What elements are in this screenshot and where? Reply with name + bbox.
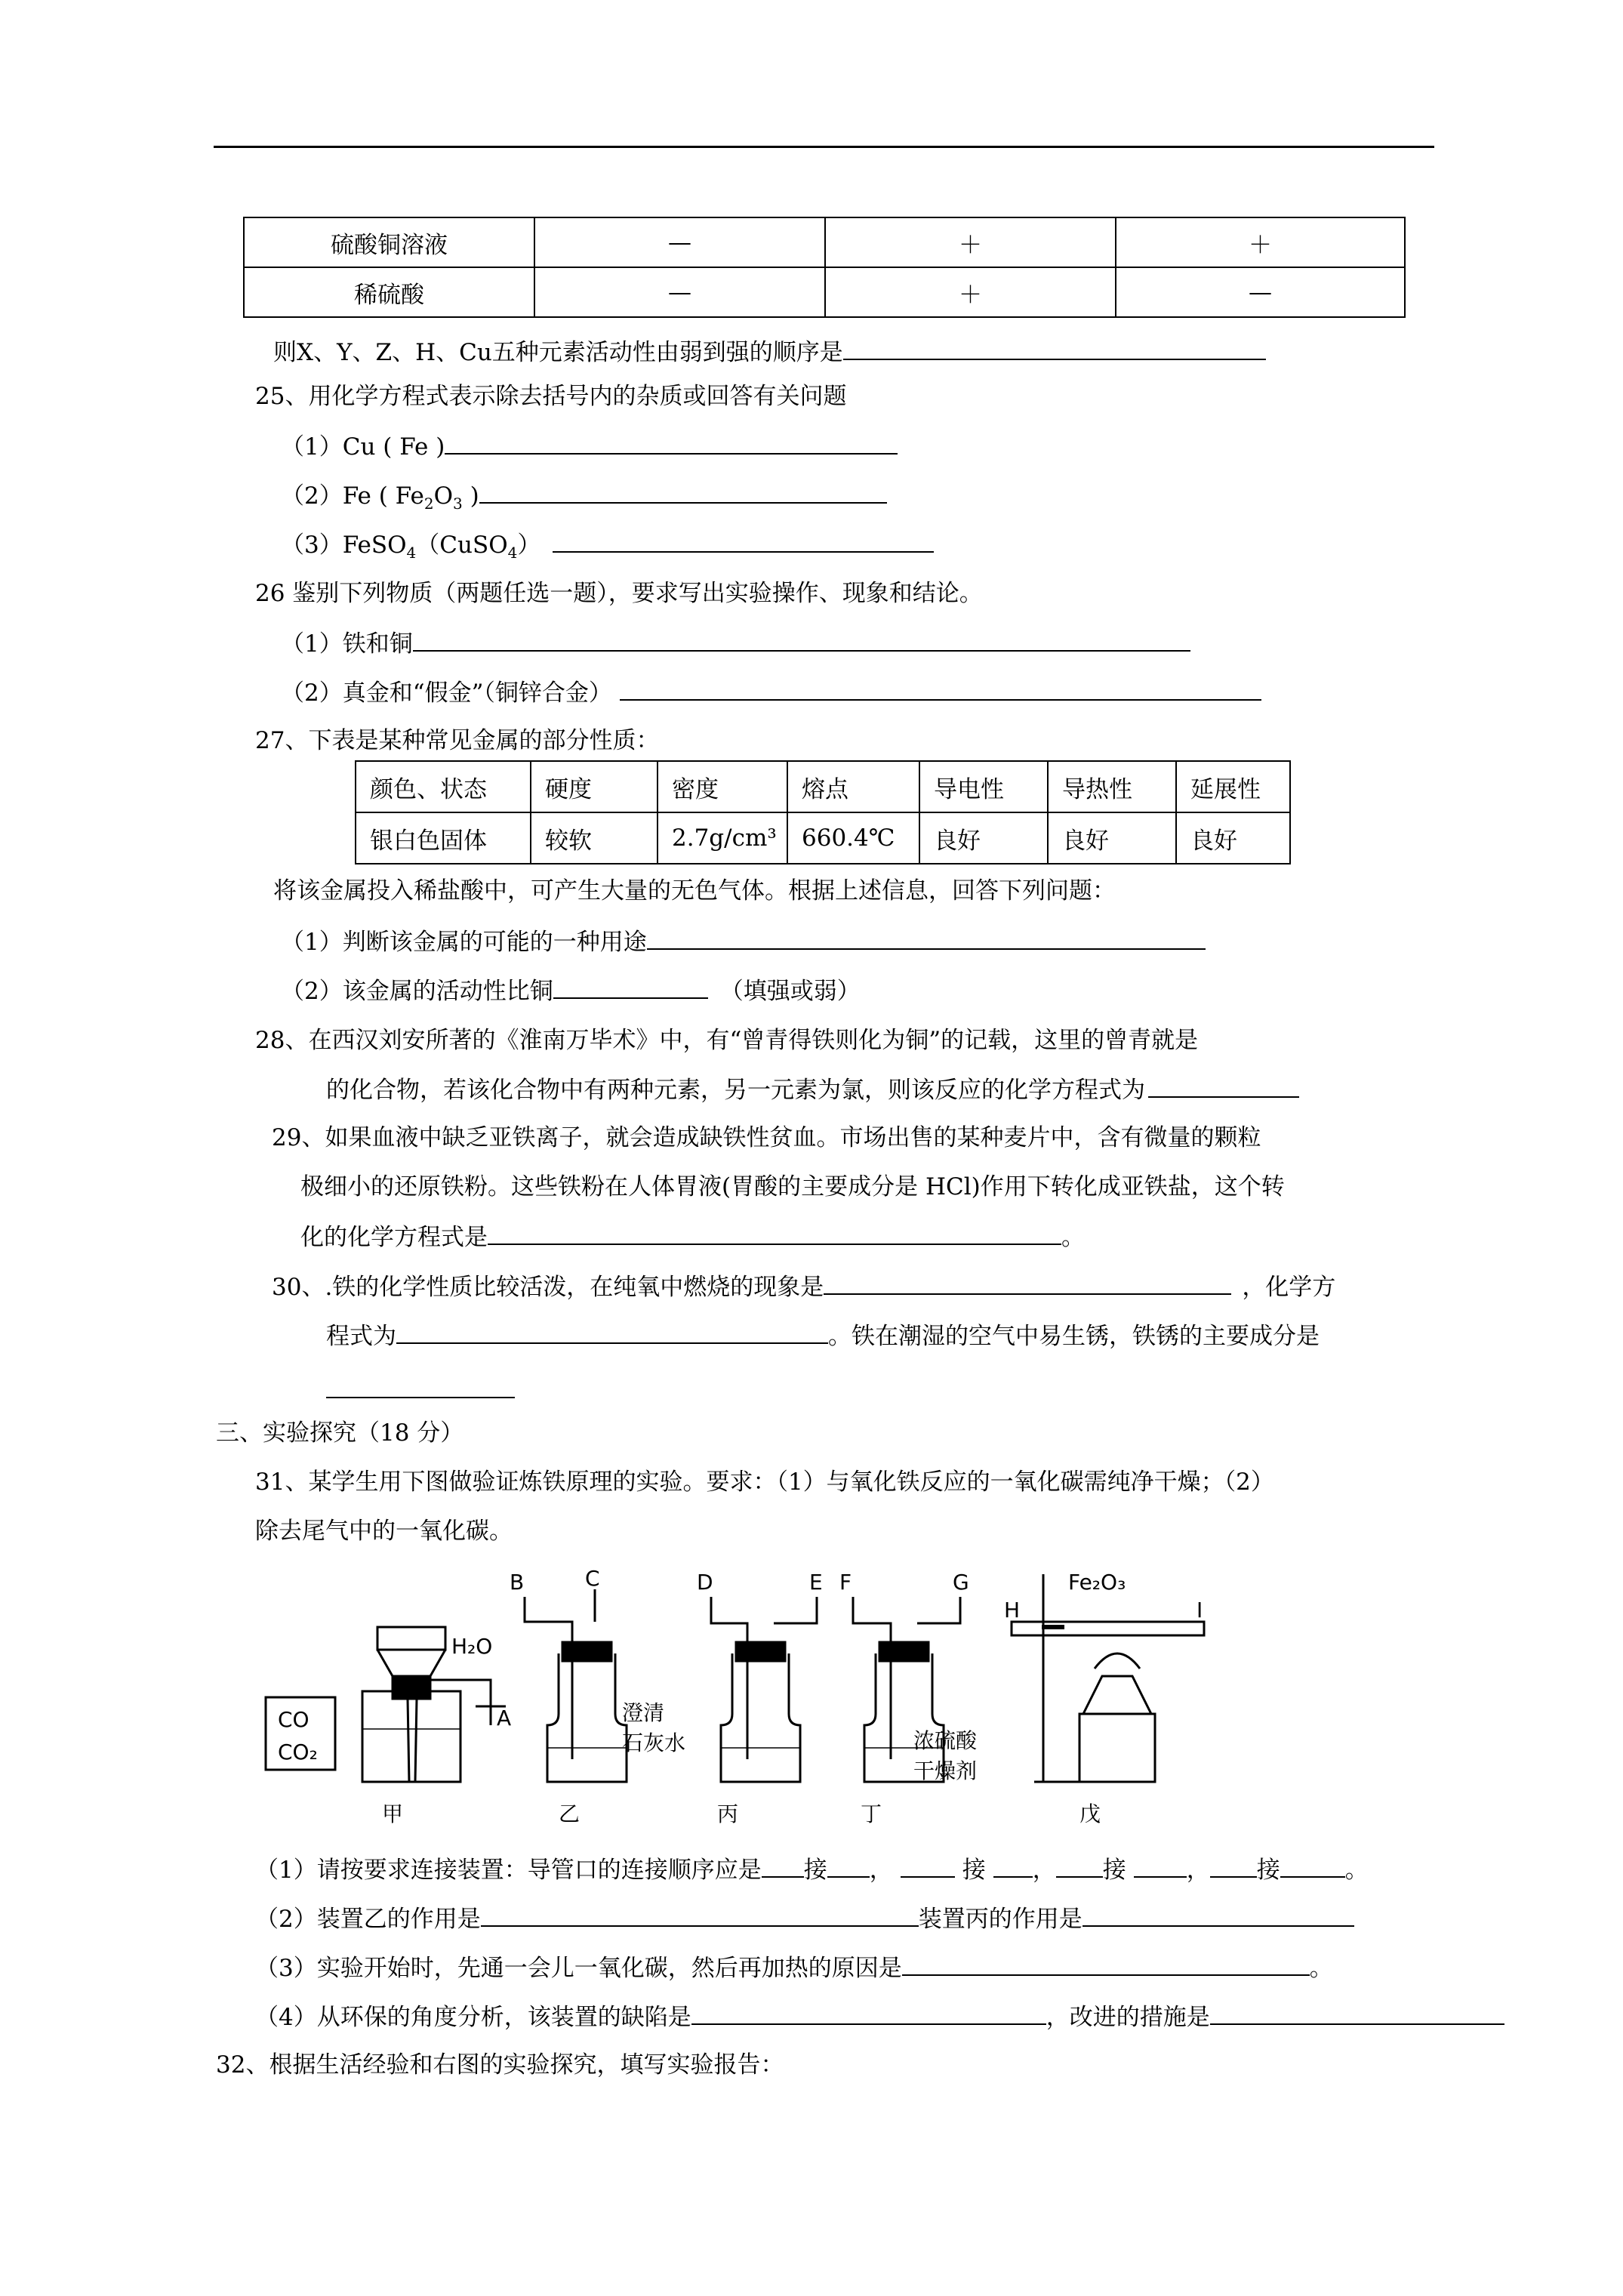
diagram-label: CO: [278, 1707, 310, 1732]
section-3-title: 三、实验探究（18 分）: [216, 1419, 464, 1447]
answer-blank[interactable]: [901, 1854, 955, 1878]
question-27-part-1: （1）判断该金属的可能的一种用途: [281, 926, 1206, 957]
reaction-table: [243, 217, 1406, 318]
question-25-part-1: （1）Cu ( Fe ): [281, 430, 898, 462]
table-row: [244, 267, 1405, 317]
diagram-label: G: [953, 1570, 969, 1595]
reaction-tube: [1012, 1622, 1204, 1635]
answer-blank[interactable]: [691, 2001, 1046, 2025]
table-cell: 良好: [919, 812, 1048, 864]
question-30-line-2: 程式为 。铁在潮湿的空气中易生锈，铁锈的主要成分是: [326, 1320, 1320, 1351]
question-26-part-1: （1）铁和铜: [281, 627, 1190, 659]
question-26-title: 26 鉴别下列物质（两题任选一题），要求写出实验操作、现象和结论。: [255, 580, 983, 607]
diagram-label: F: [839, 1570, 852, 1595]
question-27-after: 将该金属投入稀盐酸中，可产生大量的无色气体。根据上述信息，回答下列问题：: [273, 877, 1116, 905]
table-cell: —: [1116, 267, 1405, 317]
table-header: 颜色、状态: [356, 761, 531, 812]
table-cell: 660.4℃: [787, 812, 919, 864]
question-29-line-1: 29、如果血液中缺乏亚铁离子，就会造成缺铁性贫血。市场出售的某种麦片中，含有微量的颗粒: [272, 1124, 1261, 1151]
table-header: 硬度: [531, 761, 658, 812]
table-cell: 良好: [1048, 812, 1176, 864]
answer-blank[interactable]: [620, 676, 1261, 701]
table-header: 延展性: [1176, 761, 1290, 812]
question-30-line-1: 30、.铁的化学性质比较活泼，在纯氧中燃烧的现象是 ，化学方: [272, 1271, 1335, 1302]
answer-blank[interactable]: [993, 1854, 1033, 1878]
question-31-line-1: 31、某学生用下图做验证炼铁原理的实验。要求：（1）与氧化铁反应的一氧化碳需纯净干燥；（2）: [255, 1469, 1274, 1496]
table-cell: 银白色固体: [356, 812, 531, 864]
answer-blank[interactable]: [445, 430, 898, 455]
table-cell: 2.7g/cm³: [658, 812, 787, 864]
table-cell: 较软: [531, 812, 658, 864]
stopper: [393, 1676, 430, 1699]
answer-blank[interactable]: [1210, 1854, 1257, 1878]
question-29-line-3: 化的化学方程式是 。: [300, 1221, 1085, 1253]
question-31-part-2: （2）装置乙的作用是 装置丙的作用是: [255, 1903, 1354, 1934]
diagram-label: A: [497, 1706, 512, 1730]
diagram-label: 丙: [717, 1801, 739, 1826]
answer-blank[interactable]: [647, 926, 1206, 950]
diagram-label: 浓硫酸: [913, 1728, 978, 1753]
answer-blank[interactable]: [827, 1854, 870, 1878]
table-cell: —: [534, 267, 825, 317]
question-25-title: 25、用化学方程式表示除去括号内的杂质或回答有关问题: [255, 383, 847, 410]
question-26-part-2: （2）真金和“假金”（铜锌合金）: [281, 676, 1261, 708]
answer-blank[interactable]: [488, 1221, 1061, 1245]
diagram-label: B: [510, 1570, 525, 1595]
question-32-title: 32、根据生活经验和右图的实验探究，填写实验报告：: [216, 2051, 784, 2079]
answer-blank[interactable]: [1083, 1903, 1354, 1927]
answer-blank[interactable]: [481, 1903, 919, 1927]
question-24-tail: 则X、Y、Z、H、Cu五种元素活动性由弱到强的顺序是: [273, 336, 1266, 368]
answer-blank[interactable]: [762, 1854, 804, 1878]
table-cell: ＋: [825, 267, 1116, 317]
diagram-label: 戊: [1079, 1801, 1101, 1826]
outlet-tube: [430, 1680, 506, 1725]
answer-blank[interactable]: [902, 1952, 1310, 1976]
funnel-top: [377, 1627, 445, 1650]
diagram-label: E: [809, 1570, 823, 1595]
diagram-label: 乙: [559, 1801, 581, 1826]
table-cell: 硫酸铜溶液: [244, 217, 534, 267]
diagram-label: 石灰水: [622, 1730, 686, 1755]
diagram-label: 甲: [382, 1801, 404, 1826]
diagram-label: I: [1196, 1598, 1203, 1623]
answer-blank[interactable]: [843, 336, 1266, 360]
diagram-label: Fe₂O₃: [1068, 1570, 1126, 1595]
table-header: 导热性: [1048, 761, 1176, 812]
table-header: 密度: [658, 761, 787, 812]
diagram-label: 澄清: [622, 1700, 665, 1725]
answer-blank[interactable]: [824, 1271, 1231, 1295]
question-31-line-2: 除去尾气中的一氧化碳。: [255, 1518, 513, 1545]
generator-flask: [362, 1691, 460, 1782]
answer-blank[interactable]: [326, 1397, 515, 1398]
table-row: [356, 761, 1290, 812]
question-27-title: 27、下表是某种常见金属的部分性质：: [255, 727, 660, 754]
table-cell: ＋: [1116, 217, 1405, 267]
iron-stand: [1034, 1574, 1155, 1782]
bottle-yi: [547, 1653, 627, 1782]
answer-blank[interactable]: [1148, 1074, 1299, 1098]
diagram-label: 丁: [861, 1801, 882, 1826]
table-cell: 稀硫酸: [244, 267, 534, 317]
answer-blank[interactable]: [413, 627, 1190, 652]
question-25-part-3: （3）FeSO$_4$（CuSO$_4$）: [281, 529, 934, 568]
header-rule: [214, 146, 1434, 148]
answer-blank[interactable]: [1134, 1854, 1187, 1878]
burner-base: [1079, 1714, 1155, 1782]
question-29-line-2: 极细小的还原铁粉。这些铁粉在人体胃液(胃酸的主要成分是 HCl)作用下转化成亚铁盐，这个转: [300, 1173, 1285, 1200]
question-31-part-4: （4）从环保的角度分析，该装置的缺陷是 ，改进的措施是: [255, 2001, 1504, 2032]
diagram-label: C: [585, 1566, 600, 1591]
metal-properties-table: [355, 760, 1291, 864]
diagram-label: CO₂: [278, 1740, 318, 1764]
question-31-part-1: （1）请按要求连接装置：导管口的连接顺序应是 接 ， 接 ， 接 ， 接 。: [255, 1854, 1369, 1885]
apparatus-diagram: [249, 1555, 1268, 1835]
diagram-label: 干燥剂: [913, 1758, 978, 1783]
question-25-part-2: （2）Fe ( $Fe_2O_3$ ): [281, 479, 887, 519]
table-row: [356, 812, 1290, 864]
answer-blank[interactable]: [1210, 2001, 1504, 2025]
diagram-label: H₂O: [451, 1634, 493, 1659]
answer-blank[interactable]: [396, 1320, 828, 1344]
answer-blank[interactable]: [1280, 1854, 1345, 1878]
diagram-label: H: [1004, 1598, 1021, 1623]
question-28-line-1: 28、在西汉刘安所著的《淮南万毕术》中，有“曾青得铁则化为铜”的记载，这里的曾青就是: [255, 1027, 1199, 1054]
table-cell: 良好: [1176, 812, 1290, 864]
answer-blank[interactable]: [553, 975, 708, 999]
answer-blank[interactable]: [1056, 1854, 1103, 1878]
table-cell: —: [534, 217, 825, 267]
flame: [1095, 1653, 1140, 1669]
question-27-part-2: （2）该金属的活动性比铜 （填强或弱）: [281, 975, 861, 1006]
question-28-line-2: 的化合物，若该化合物中有两种元素，另一元素为氯，则该反应的化学方程式为: [326, 1074, 1299, 1105]
question-31-part-3: （3）实验开始时，先通一会儿一氧化碳，然后再加热的原因是 。: [255, 1952, 1333, 1983]
table-cell: ＋: [825, 217, 1116, 267]
answer-blank[interactable]: [553, 529, 934, 553]
diagram-label: D: [697, 1570, 713, 1595]
bottle-bing: [721, 1653, 800, 1782]
table-header: 熔点: [787, 761, 919, 812]
answer-blank[interactable]: [479, 479, 887, 504]
table-row: [244, 217, 1405, 267]
table-header: 导电性: [919, 761, 1048, 812]
